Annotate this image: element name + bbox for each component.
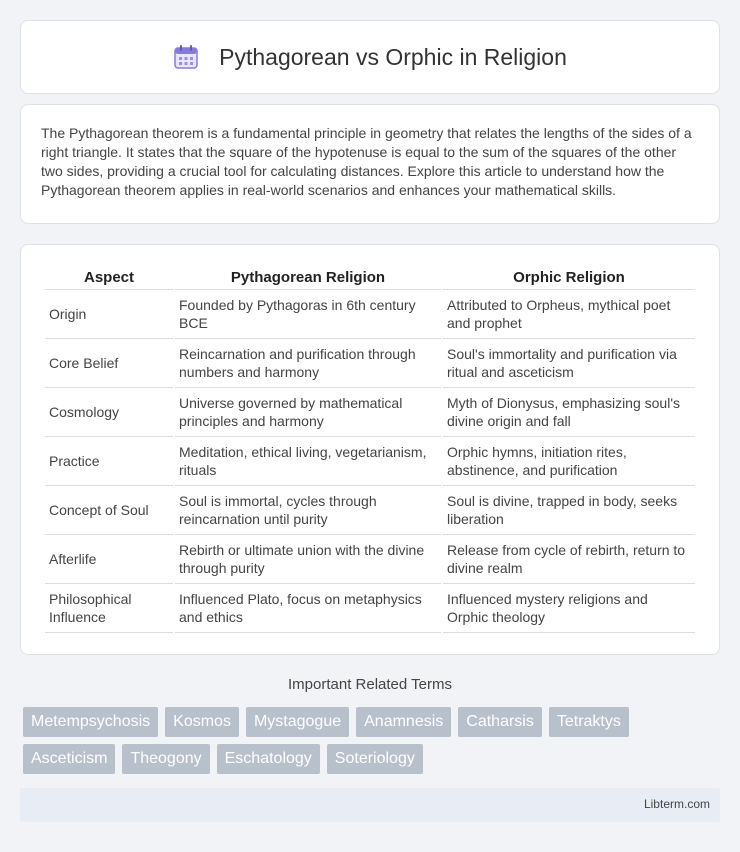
table-cell: Soul is immortal, cycles through reincarnation until purity bbox=[175, 486, 441, 535]
intro-card bbox=[20, 104, 720, 224]
related-term-tag[interactable]: Catharsis bbox=[458, 707, 542, 737]
table-row bbox=[45, 290, 695, 339]
table-header-row bbox=[45, 265, 695, 290]
table-cell: Influenced Plato, focus on metaphysics and ethics bbox=[175, 584, 441, 633]
table-row bbox=[45, 535, 695, 584]
table-cell: Influenced mystery religions and Orphic theology bbox=[443, 584, 695, 633]
related-term-tag[interactable]: Kosmos bbox=[165, 707, 239, 737]
comparison-table-card bbox=[20, 244, 720, 655]
related-term-tag[interactable]: Soteriology bbox=[327, 744, 423, 774]
table-cell: Origin bbox=[45, 290, 173, 339]
table-cell: Soul is divine, trapped in body, seeks liberation bbox=[443, 486, 695, 535]
intro-text: The Pythagorean theorem is a fundamental principle in geometry that relates the lengths of the sides of a right triangle. It states that the square of the hypotenuse is equal to the sum of the squares of the other two sides, providing a crucial tool for calculating distances. Explore this article to understand how the Pythagorean theorem applies in real-world scenarios and enhances your mathematical skills. bbox=[41, 125, 692, 198]
table-row bbox=[45, 486, 695, 535]
table-row bbox=[45, 339, 695, 388]
table-row bbox=[45, 388, 695, 437]
table-cell: Orphic hymns, initiation rites, abstinence, and purification bbox=[443, 437, 695, 486]
table-cell: Soul's immortality and purification via ritual and asceticism bbox=[443, 339, 695, 388]
table-cell: Universe governed by mathematical principles and harmony bbox=[175, 388, 441, 437]
table-cell: Myth of Dionysus, emphasizing soul's divine origin and fall bbox=[443, 388, 695, 437]
related-terms-list bbox=[23, 707, 703, 774]
table-cell: Afterlife bbox=[45, 535, 173, 584]
column-header: Aspect bbox=[45, 265, 173, 290]
calendar-icon bbox=[173, 44, 199, 70]
related-term-tag[interactable]: Anamnesis bbox=[356, 707, 451, 737]
table-cell: Practice bbox=[45, 437, 173, 486]
column-header: Orphic Religion bbox=[443, 265, 695, 290]
related-terms-title: Important Related Terms bbox=[288, 676, 452, 693]
column-header: Pythagorean Religion bbox=[175, 265, 441, 290]
comparison-table bbox=[43, 265, 697, 633]
table-cell: Cosmology bbox=[45, 388, 173, 437]
related-term-tag[interactable]: Metempsychosis bbox=[23, 707, 158, 737]
table-row bbox=[45, 584, 695, 633]
page-title: Pythagorean vs Orphic in Religion bbox=[219, 43, 567, 70]
header-card bbox=[20, 20, 720, 94]
table-cell: Philosophical Influence bbox=[45, 584, 173, 633]
footer bbox=[20, 788, 720, 822]
table-cell: Rebirth or ultimate union with the divine through purity bbox=[175, 535, 441, 584]
related-term-tag[interactable]: Theogony bbox=[122, 744, 209, 774]
table-row bbox=[45, 437, 695, 486]
related-term-tag[interactable]: Tetraktys bbox=[549, 707, 629, 737]
table-cell: Attributed to Orpheus, mythical poet and prophet bbox=[443, 290, 695, 339]
table-cell: Reincarnation and purification through numbers and harmony bbox=[175, 339, 441, 388]
table-cell: Founded by Pythagoras in 6th century BCE bbox=[175, 290, 441, 339]
related-term-tag[interactable]: Asceticism bbox=[23, 744, 115, 774]
related-term-tag[interactable]: Eschatology bbox=[217, 744, 320, 774]
table-cell: Core Belief bbox=[45, 339, 173, 388]
related-term-tag[interactable]: Mystagogue bbox=[246, 707, 349, 737]
table-cell: Meditation, ethical living, vegetarianism, rituals bbox=[175, 437, 441, 486]
footer-site-link[interactable]: Libterm.com bbox=[643, 797, 710, 811]
table-cell: Release from cycle of rebirth, return to divine realm bbox=[443, 535, 695, 584]
table-cell: Concept of Soul bbox=[45, 486, 173, 535]
